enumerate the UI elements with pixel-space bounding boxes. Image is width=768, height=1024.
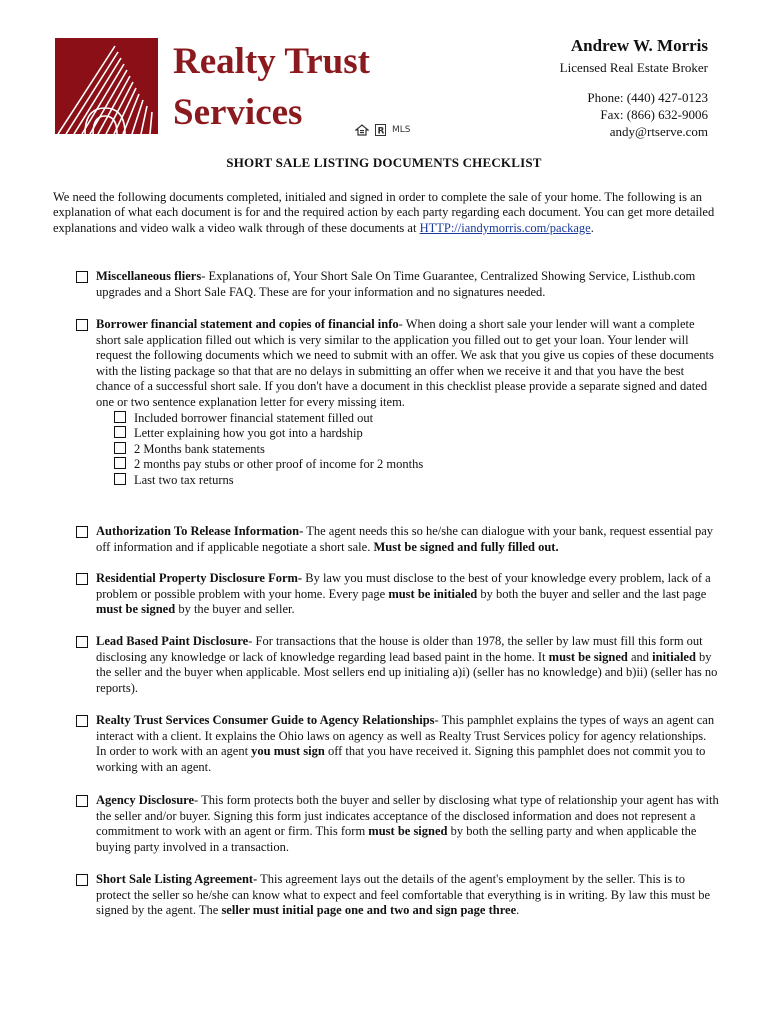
company-name-line2: Services xyxy=(173,92,303,133)
item-requirement: you must sign xyxy=(251,744,325,759)
item-text: . xyxy=(516,903,520,918)
item-requirement: must be initialed xyxy=(388,586,478,601)
checklist-item xyxy=(76,713,719,775)
package-link[interactable]: HTTP://iandymorris.com/package xyxy=(419,220,591,235)
checkbox[interactable] xyxy=(76,319,88,331)
agent-title: Licensed Real Estate Broker xyxy=(559,60,708,75)
sub-item-label: Included borrower financial statement filled out xyxy=(134,410,374,425)
checklist-item xyxy=(76,571,719,618)
checkbox[interactable] xyxy=(76,795,88,807)
item-text: - For transactions that the house is older than 1978, the seller by law must fill this form out disclosing any knowledge or lack of knowledge regarding lead based paint in the home. It xyxy=(96,634,703,664)
checkbox[interactable] xyxy=(114,426,126,438)
document-title: SHORT SALE LISTING DOCUMENTS CHECKLIST xyxy=(226,155,542,170)
item-heading: Authorization To Release Information- xyxy=(96,524,304,538)
sub-item-label: 2 months pay stubs or other proof of income for 2 months xyxy=(134,457,424,472)
intro-end: . xyxy=(590,220,594,235)
item-text: by both the selling party and when applicable the buying party involved in a transaction. xyxy=(96,824,697,854)
item-requirement: must be signed xyxy=(368,824,448,839)
item-requirement: must be signed xyxy=(96,602,176,617)
item-requirement: must be signed xyxy=(548,649,628,664)
intro-text: We need the following documents completed, initialed and signed in order to complete the sale of your home. The following is an explanation of what each document is for and the required action by each party regarding each document. You can get more detailed explanations and video walk a video walk through of these documents at xyxy=(53,190,715,235)
intro-paragraph xyxy=(53,190,718,236)
item-text: - When doing a short sale your lender will want a complete short sale application filled out which is very similar to the application you filled out to get your loan. Your lender will request the following documents which we need to submit with an offer. We ask that you give us copies of these documents with the listing package so that that are no delays in submitting an offer when we receive it and that you have the best chance of a successful short sale. If you don't have a document in this checklist please provide a separate signed and dated one or two sentence explanation letter for every missing item. xyxy=(96,317,714,409)
item-heading: Borrower financial statement and copies of financial info xyxy=(96,317,399,331)
sub-item-label: 2 Months bank statements xyxy=(134,441,265,456)
item-text: by the seller and the buyer when applicable. Most sellers end up initialing a)i) (seller has no knowledge) and b)ii) (seller has no reports). xyxy=(96,649,718,695)
item-text: by the buyer and seller. xyxy=(175,602,295,617)
sub-list-item xyxy=(114,411,719,427)
item-heading: Lead Based Paint Disclosure xyxy=(96,634,249,648)
item-requirement: initialed xyxy=(652,649,696,664)
sub-item-label: Last two tax returns xyxy=(134,472,234,487)
checkbox[interactable] xyxy=(114,457,126,469)
checklist-item xyxy=(76,634,719,696)
mls-label: MLS xyxy=(392,125,411,135)
checkbox[interactable] xyxy=(76,874,88,886)
svg-text:R: R xyxy=(377,126,385,136)
checkbox[interactable] xyxy=(76,715,88,727)
checkbox[interactable] xyxy=(76,636,88,648)
item-heading: Miscellaneous fliers xyxy=(96,269,202,283)
item-text: The agent needs this so he/she can dialogue with your bank, request essential pay off information and if applicable negotiate a short sale. xyxy=(96,524,714,554)
checklist-item xyxy=(76,793,719,855)
checkbox[interactable] xyxy=(114,442,126,454)
equal-housing-icon xyxy=(355,124,369,136)
company-logo xyxy=(55,38,158,134)
sub-list-item xyxy=(114,442,719,458)
checklist-item xyxy=(76,872,719,919)
agent-email[interactable]: andy@rtserve.com xyxy=(609,124,708,139)
item-text: - This form protects both the buyer and seller by disclosing what type of relationship your agent has with the seller and/or buyer. Signing this form just indicates acceptance of the disclosed information and does not represent a commitment to work with an agent or firm. This form xyxy=(96,793,719,839)
sub-list-item xyxy=(114,426,719,442)
agent-fax: Fax: (866) 632-9006 xyxy=(600,107,708,122)
checkbox[interactable] xyxy=(114,411,126,423)
item-text: off that you have received it. Signing this pamphlet does not commit you to working with an agent. xyxy=(96,744,706,774)
agent-contact xyxy=(560,36,708,140)
compliance-logos xyxy=(355,124,411,136)
item-heading: Realty Trust Services Consumer Guide to Agency Relationships xyxy=(96,713,435,727)
sub-item-label: Letter explaining how you got into a hardship xyxy=(134,426,363,441)
item-requirement: seller must initial page one and two and sign page three xyxy=(221,903,517,918)
item-heading: Residential Property Disclosure Form- xyxy=(96,571,303,585)
item-text: and xyxy=(627,649,653,664)
item-text: This agreement lays out the details of the agent's employment by the seller. This is to protect the seller so he/she can know what to expect and feel comfortable that everything is in writing. By law this must be signed by the agent. The xyxy=(96,872,711,918)
item-text: By law you must disclose to the best of your knowledge every problem, lack of a problem or possible problem with your home. Every page xyxy=(96,571,711,601)
company-name-line1: Realty Trust xyxy=(173,41,370,82)
sub-list-item xyxy=(114,457,719,473)
sub-list-item xyxy=(114,473,719,489)
checklist-item xyxy=(76,269,719,300)
item-heading: Agency Disclosure xyxy=(96,793,195,807)
agent-phone: Phone: (440) 427-0123 xyxy=(587,90,708,105)
checklist-item xyxy=(76,317,719,489)
item-text: - Explanations of, Your Short Sale On Time Guarantee, Centralized Showing Service, Listhub.com upgrades and a Short Sale FAQ. These are for your information and no signatures needed. xyxy=(96,269,696,299)
item-text: by both the buyer and seller and the last page xyxy=(477,586,707,601)
item-requirement: Must be signed and fully filled out. xyxy=(373,539,559,554)
checkbox[interactable] xyxy=(76,573,88,585)
checkbox[interactable] xyxy=(76,526,88,538)
checklist-item xyxy=(76,524,719,555)
checkbox[interactable] xyxy=(76,271,88,283)
checkbox[interactable] xyxy=(114,473,126,485)
agent-name: Andrew W. Morris xyxy=(570,36,708,55)
item-heading: Short Sale Listing Agreement- xyxy=(96,872,258,886)
realtor-icon xyxy=(375,124,386,136)
item-text: - This pamphlet explains the types of ways an agent can interact with a client. It explains the Ohio laws on agency as well as Realty Trust Services policy for agency relationships. In order to work with an agent xyxy=(96,713,715,759)
